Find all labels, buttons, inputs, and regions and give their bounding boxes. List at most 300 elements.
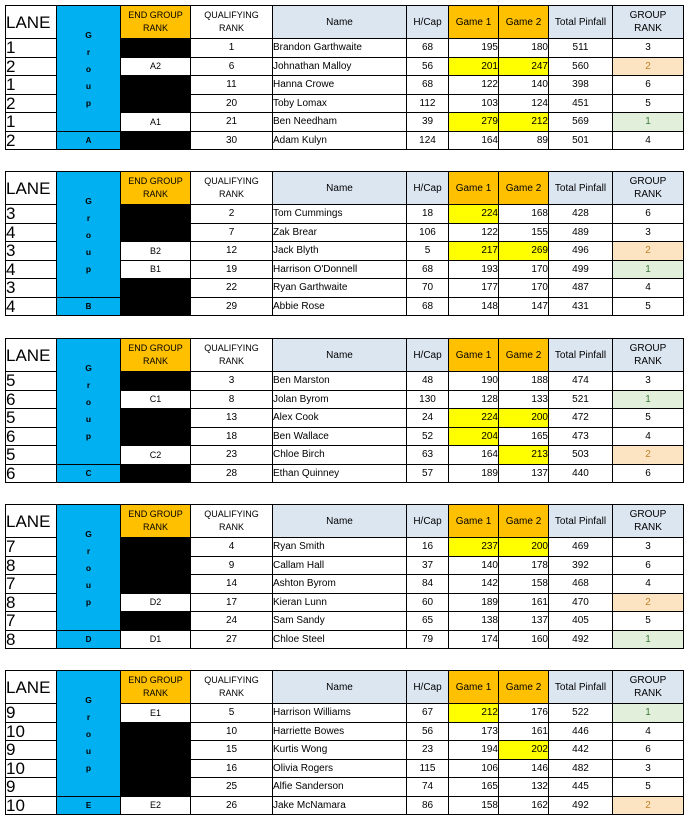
end-group-rank-cell	[121, 427, 191, 446]
group-rank-header	[613, 671, 684, 704]
end-group-rank-cell	[121, 279, 191, 298]
lane-cell: 2	[6, 94, 57, 113]
game2-cell: 147	[499, 297, 549, 316]
header-row	[6, 339, 684, 372]
table-row	[6, 630, 684, 649]
game1-cell: 212	[449, 704, 499, 723]
qualifying-rank-cell: 9	[191, 556, 273, 575]
name-cell: Jake McNamara	[273, 796, 407, 815]
qualifying-rank-header-line: QUALIFYING	[204, 343, 259, 353]
qualifying-rank-header	[191, 172, 273, 205]
group-rank-header-line: RANK	[634, 522, 662, 533]
lane-cell: 7	[6, 575, 57, 594]
end-group-rank-cell: A2	[121, 57, 191, 76]
game1-cell: 122	[449, 223, 499, 242]
group-letter: p	[85, 762, 92, 773]
game1-cell: 174	[449, 630, 499, 649]
group-rank-header-line: GROUP	[629, 343, 667, 354]
lane-cell: 5	[6, 372, 57, 391]
group-rank-cell: 5	[613, 94, 684, 113]
group-letter: G	[85, 29, 92, 40]
game1-cell: 193	[449, 260, 499, 279]
game2-cell: 161	[499, 593, 549, 612]
end-group-rank-cell	[121, 205, 191, 224]
total-pinfall-cell: 431	[549, 297, 613, 316]
end-group-rank-cell: D1	[121, 630, 191, 649]
lane-cell: 6	[6, 427, 57, 446]
header-row	[6, 6, 684, 39]
group-label	[57, 505, 121, 631]
total-pinfall-cell: 489	[549, 223, 613, 242]
lane-cell: 8	[6, 593, 57, 612]
qualifying-rank-cell: 6	[191, 57, 273, 76]
name-cell: Chloe Birch	[273, 446, 407, 465]
game2-cell: 124	[499, 94, 549, 113]
game1-cell: 140	[449, 556, 499, 575]
group-rank-cell: 1	[613, 260, 684, 279]
lane-header: LANE	[6, 172, 57, 205]
name-cell: Alfie Sanderson	[273, 778, 407, 797]
end-group-rank-cell	[121, 409, 191, 428]
qualifying-rank-header-line: QUALIFYING	[204, 10, 259, 20]
qualifying-rank-header	[191, 339, 273, 372]
name-cell: Tom Cummings	[273, 205, 407, 224]
group-rank-cell: 4	[613, 279, 684, 298]
end-group-rank-cell: E2	[121, 796, 191, 815]
name-cell: Harrison O'Donnell	[273, 260, 407, 279]
group-letter: u	[85, 80, 92, 91]
hcap-cell: 86	[407, 796, 449, 815]
qualifying-rank-cell: 20	[191, 94, 273, 113]
lane-cell: 9	[6, 778, 57, 797]
game1-cell: 217	[449, 242, 499, 261]
name-cell: Adam Kulyn	[273, 131, 407, 150]
hcap-cell: 84	[407, 575, 449, 594]
end-group-rank-cell	[121, 39, 191, 58]
hcap-cell: 56	[407, 722, 449, 741]
group-table-d	[5, 504, 684, 649]
table-row	[6, 297, 684, 316]
hcap-cell: 24	[407, 409, 449, 428]
hcap-cell: 106	[407, 223, 449, 242]
qualifying-rank-cell: 10	[191, 722, 273, 741]
end-group-rank-cell	[121, 372, 191, 391]
total-pinfall-cell: 469	[549, 538, 613, 557]
qualifying-rank-cell: 30	[191, 131, 273, 150]
lane-cell: 8	[6, 630, 57, 649]
name-cell: Ben Marston	[273, 372, 407, 391]
end-group-rank-header-line: END GROUP	[128, 10, 183, 20]
total-pinfall-cell: 470	[549, 593, 613, 612]
qualifying-rank-cell: 26	[191, 796, 273, 815]
lane-cell: 1	[6, 113, 57, 132]
group-table-c	[5, 338, 684, 483]
group-letter: r	[86, 545, 91, 556]
group-rank-cell: 5	[613, 297, 684, 316]
game2-cell: 170	[499, 260, 549, 279]
total-pinfall-cell: 442	[549, 741, 613, 760]
group-label	[57, 671, 121, 797]
end-group-rank-cell	[121, 741, 191, 760]
lane-cell: 9	[6, 704, 57, 723]
group-rank-cell: 4	[613, 722, 684, 741]
group-rank-header-line: RANK	[634, 189, 662, 200]
total-pinfall-cell: 392	[549, 556, 613, 575]
hcap-cell: 16	[407, 538, 449, 557]
end-group-rank-cell: C1	[121, 390, 191, 409]
hcap-cell: 79	[407, 630, 449, 649]
lane-cell: 10	[6, 759, 57, 778]
name-cell: Sam Sandy	[273, 612, 407, 631]
game2-header: Game 2	[499, 671, 549, 704]
hcap-header: H/Cap	[407, 671, 449, 704]
qualifying-rank-cell: 29	[191, 297, 273, 316]
lane-cell: 2	[6, 57, 57, 76]
group-rank-header-line: GROUP	[629, 10, 667, 21]
total-pinfall-cell: 501	[549, 131, 613, 150]
group-rank-cell: 4	[613, 427, 684, 446]
group-letter-cell: D	[57, 630, 121, 649]
hcap-cell: 70	[407, 279, 449, 298]
qualifying-rank-cell: 12	[191, 242, 273, 261]
game1-header: Game 1	[449, 505, 499, 538]
game2-cell: 170	[499, 279, 549, 298]
total-pinfall-header: Total Pinfall	[549, 671, 613, 704]
group-rank-cell: 6	[613, 205, 684, 224]
lane-cell: 5	[6, 409, 57, 428]
qualifying-rank-cell: 8	[191, 390, 273, 409]
group-table-a	[5, 5, 684, 150]
game2-cell: 161	[499, 722, 549, 741]
group-letter: u	[85, 745, 92, 756]
total-pinfall-cell: 482	[549, 759, 613, 778]
hcap-cell: 52	[407, 427, 449, 446]
group-letter: p	[85, 596, 92, 607]
name-cell: Zak Brear	[273, 223, 407, 242]
game1-cell: 224	[449, 409, 499, 428]
name-cell: Kieran Lunn	[273, 593, 407, 612]
group-rank-cell: 3	[613, 759, 684, 778]
total-pinfall-cell: 405	[549, 612, 613, 631]
name-cell: Callam Hall	[273, 556, 407, 575]
group-rank-cell: 5	[613, 409, 684, 428]
qualifying-rank-cell: 17	[191, 593, 273, 612]
end-group-rank-cell: B2	[121, 242, 191, 261]
end-group-rank-header-line: RANK	[142, 688, 168, 698]
name-header: Name	[273, 505, 407, 538]
name-header: Name	[273, 671, 407, 704]
group-rank-cell: 6	[613, 76, 684, 95]
game2-cell: 269	[499, 242, 549, 261]
game1-cell: 190	[449, 372, 499, 391]
hcap-header: H/Cap	[407, 505, 449, 538]
name-cell: Kurtis Wong	[273, 741, 407, 760]
game1-cell: 138	[449, 612, 499, 631]
group-rank-cell: 3	[613, 538, 684, 557]
name-cell: Jack Blyth	[273, 242, 407, 261]
end-group-rank-cell	[121, 464, 191, 483]
name-cell: Harriette Bowes	[273, 722, 407, 741]
qualifying-rank-cell: 19	[191, 260, 273, 279]
game1-header: Game 1	[449, 339, 499, 372]
game2-header: Game 2	[499, 505, 549, 538]
name-cell: Brandon Garthwaite	[273, 39, 407, 58]
total-pinfall-header: Total Pinfall	[549, 339, 613, 372]
game1-cell: 204	[449, 427, 499, 446]
lane-header: LANE	[6, 671, 57, 704]
game2-cell: 188	[499, 372, 549, 391]
total-pinfall-cell: 492	[549, 630, 613, 649]
hcap-cell: 23	[407, 741, 449, 760]
lane-cell: 5	[6, 446, 57, 465]
game1-cell: 128	[449, 390, 499, 409]
lane-cell: 2	[6, 131, 57, 150]
end-group-rank-cell	[121, 297, 191, 316]
hcap-cell: 68	[407, 297, 449, 316]
game2-cell: 180	[499, 39, 549, 58]
group-rank-header	[613, 172, 684, 205]
total-pinfall-cell: 451	[549, 94, 613, 113]
qualifying-rank-cell: 23	[191, 446, 273, 465]
end-group-rank-header-line: END GROUP	[128, 509, 183, 519]
group-rank-header-line: GROUP	[629, 675, 667, 686]
hcap-cell: 56	[407, 57, 449, 76]
name-cell: Ben Needham	[273, 113, 407, 132]
end-group-rank-cell	[121, 612, 191, 631]
total-pinfall-cell: 468	[549, 575, 613, 594]
end-group-rank-cell	[121, 778, 191, 797]
end-group-rank-cell: E1	[121, 704, 191, 723]
group-letter-cell: B	[57, 297, 121, 316]
group-rank-cell: 1	[613, 630, 684, 649]
end-group-rank-header-line: RANK	[142, 23, 168, 33]
header-row	[6, 172, 684, 205]
game1-cell: 103	[449, 94, 499, 113]
qualifying-rank-header-line: QUALIFYING	[204, 509, 259, 519]
total-pinfall-cell: 472	[549, 409, 613, 428]
qualifying-rank-cell: 2	[191, 205, 273, 224]
game1-cell: 224	[449, 205, 499, 224]
group-rank-cell: 2	[613, 57, 684, 76]
game2-cell: 178	[499, 556, 549, 575]
end-group-rank-header-line: RANK	[142, 189, 168, 199]
group-rank-header	[613, 505, 684, 538]
group-rank-cell: 2	[613, 593, 684, 612]
hcap-cell: 57	[407, 464, 449, 483]
game1-cell: 194	[449, 741, 499, 760]
hcap-header: H/Cap	[407, 6, 449, 39]
group-rank-header-line: RANK	[634, 356, 662, 367]
qualifying-rank-header-line: RANK	[218, 688, 244, 698]
game2-cell: 89	[499, 131, 549, 150]
name-cell: Ashton Byrom	[273, 575, 407, 594]
qualifying-rank-cell: 15	[191, 741, 273, 760]
game1-cell: 165	[449, 778, 499, 797]
total-pinfall-cell: 446	[549, 722, 613, 741]
qualifying-rank-cell: 25	[191, 778, 273, 797]
lane-cell: 7	[6, 538, 57, 557]
group-rank-cell: 2	[613, 242, 684, 261]
lane-cell: 4	[6, 260, 57, 279]
end-group-rank-cell: A1	[121, 113, 191, 132]
game2-cell: 133	[499, 390, 549, 409]
game1-cell: 164	[449, 131, 499, 150]
total-pinfall-header: Total Pinfall	[549, 6, 613, 39]
group-letter: r	[86, 46, 91, 57]
end-group-rank-cell	[121, 556, 191, 575]
table-row	[6, 796, 684, 815]
total-pinfall-cell: 474	[549, 372, 613, 391]
lane-cell: 6	[6, 390, 57, 409]
end-group-rank-cell: C2	[121, 446, 191, 465]
game1-cell: 201	[449, 57, 499, 76]
group-letter: p	[85, 430, 92, 441]
group-rank-cell: 1	[613, 113, 684, 132]
lane-cell: 6	[6, 464, 57, 483]
lane-cell: 9	[6, 741, 57, 760]
lane-header: LANE	[6, 6, 57, 39]
qualifying-rank-cell: 4	[191, 538, 273, 557]
qualifying-rank-cell: 28	[191, 464, 273, 483]
lane-cell: 10	[6, 796, 57, 815]
qualifying-rank-header	[191, 6, 273, 39]
group-letter: r	[86, 379, 91, 390]
game2-header: Game 2	[499, 6, 549, 39]
qualifying-rank-cell: 16	[191, 759, 273, 778]
end-group-rank-cell	[121, 759, 191, 778]
lane-header: LANE	[6, 505, 57, 538]
game1-cell: 173	[449, 722, 499, 741]
group-letter: o	[85, 562, 92, 573]
game2-cell: 140	[499, 76, 549, 95]
group-letter-cell: C	[57, 464, 121, 483]
qualifying-rank-cell: 24	[191, 612, 273, 631]
group-letter: G	[85, 528, 92, 539]
group-letter: r	[86, 711, 91, 722]
end-group-rank-cell	[121, 131, 191, 150]
total-pinfall-cell: 560	[549, 57, 613, 76]
group-rank-cell: 1	[613, 390, 684, 409]
group-label	[57, 6, 121, 132]
game2-cell: 155	[499, 223, 549, 242]
game2-header: Game 2	[499, 339, 549, 372]
total-pinfall-cell: 522	[549, 704, 613, 723]
game1-cell: 189	[449, 464, 499, 483]
group-letter: o	[85, 63, 92, 74]
group-label	[57, 172, 121, 298]
name-cell: Johnathan Malloy	[273, 57, 407, 76]
game1-cell: 279	[449, 113, 499, 132]
hcap-cell: 39	[407, 113, 449, 132]
group-letter: u	[85, 246, 92, 257]
game2-cell: 137	[499, 464, 549, 483]
game1-cell: 177	[449, 279, 499, 298]
group-rank-cell: 5	[613, 612, 684, 631]
group-label	[57, 339, 121, 465]
group-rank-cell: 6	[613, 556, 684, 575]
name-cell: Ryan Smith	[273, 538, 407, 557]
group-table-b	[5, 171, 684, 316]
end-group-rank-cell: D2	[121, 593, 191, 612]
total-pinfall-cell: 473	[549, 427, 613, 446]
qualifying-rank-cell: 21	[191, 113, 273, 132]
total-pinfall-cell: 503	[549, 446, 613, 465]
game1-header: Game 1	[449, 6, 499, 39]
group-letter: o	[85, 229, 92, 240]
total-pinfall-cell: 511	[549, 39, 613, 58]
qualifying-rank-cell: 3	[191, 372, 273, 391]
lane-header: LANE	[6, 339, 57, 372]
game1-cell: 237	[449, 538, 499, 557]
total-pinfall-cell: 521	[549, 390, 613, 409]
game2-cell: 160	[499, 630, 549, 649]
hcap-cell: 65	[407, 612, 449, 631]
game1-cell: 164	[449, 446, 499, 465]
qualifying-rank-cell: 5	[191, 704, 273, 723]
game2-cell: 200	[499, 409, 549, 428]
qualifying-rank-cell: 22	[191, 279, 273, 298]
lane-cell: 3	[6, 242, 57, 261]
qualifying-rank-cell: 18	[191, 427, 273, 446]
group-rank-header	[613, 339, 684, 372]
game2-cell: 202	[499, 741, 549, 760]
end-group-rank-header-line: RANK	[142, 522, 168, 532]
name-cell: Alex Cook	[273, 409, 407, 428]
hcap-cell: 115	[407, 759, 449, 778]
lane-cell: 1	[6, 76, 57, 95]
qualifying-rank-header-line: QUALIFYING	[204, 675, 259, 685]
lane-cell: 8	[6, 556, 57, 575]
total-pinfall-cell: 487	[549, 279, 613, 298]
total-pinfall-cell: 499	[549, 260, 613, 279]
game2-cell: 162	[499, 796, 549, 815]
hcap-cell: 68	[407, 260, 449, 279]
end-group-rank-header-line: RANK	[142, 356, 168, 366]
name-cell: Abbie Rose	[273, 297, 407, 316]
header-row	[6, 671, 684, 704]
hcap-cell: 18	[407, 205, 449, 224]
end-group-rank-cell: B1	[121, 260, 191, 279]
hcap-cell: 48	[407, 372, 449, 391]
total-pinfall-cell: 428	[549, 205, 613, 224]
group-letter: G	[85, 195, 92, 206]
end-group-rank-header	[121, 505, 191, 538]
hcap-cell: 5	[407, 242, 449, 261]
group-rank-cell: 3	[613, 372, 684, 391]
group-rank-cell: 3	[613, 223, 684, 242]
group-letter: p	[85, 263, 92, 274]
group-table-e	[5, 670, 684, 815]
name-cell: Harrison Williams	[273, 704, 407, 723]
game2-cell: 137	[499, 612, 549, 631]
game2-cell: 200	[499, 538, 549, 557]
lane-cell: 3	[6, 205, 57, 224]
name-cell: Ben Wallace	[273, 427, 407, 446]
end-group-rank-header	[121, 671, 191, 704]
game1-cell: 158	[449, 796, 499, 815]
group-letter: p	[85, 97, 92, 108]
hcap-cell: 124	[407, 131, 449, 150]
game2-cell: 165	[499, 427, 549, 446]
group-rank-cell: 6	[613, 741, 684, 760]
total-pinfall-cell: 496	[549, 242, 613, 261]
game1-cell: 189	[449, 593, 499, 612]
end-group-rank-header-line: END GROUP	[128, 675, 183, 685]
hcap-cell: 74	[407, 778, 449, 797]
name-header: Name	[273, 172, 407, 205]
qualifying-rank-header-line: QUALIFYING	[204, 176, 259, 186]
group-letter-cell: E	[57, 796, 121, 815]
